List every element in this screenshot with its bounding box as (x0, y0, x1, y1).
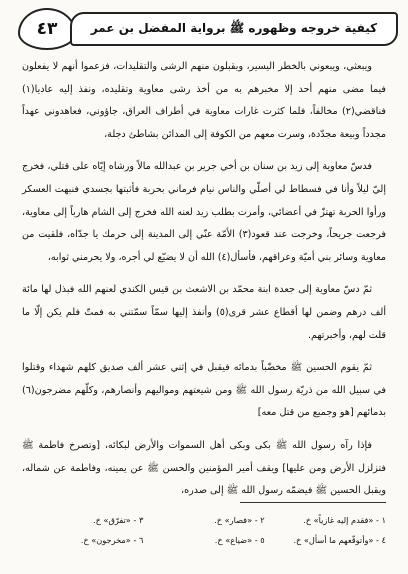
paragraph: ثمّ دسّ معاوية إلى جعدة ابنة محمّد بن الاشعث بن قيس الكندي لعنهم الله فبذل لها مائة ألف درهم وضمن لها أقطاع عشر قرى(٥) وأنفذ إليها سمّاً سمّتني به فمتّ فلم يكن إلّا ما قلت لهم، وأخبرتهم. (22, 284, 386, 341)
paragraph: ثمّ يقوم الحسين ﷺ مخضّباً بدمائه فيقبل في إثني عشر ألف صديق كلهم شهداء وقتلوا في سبيل الله من ذريّة رسول الله ﷺ ومن شيعتهم ومواليهم وأنصارهم، وكلّهم مضرجون(٦) بدمائهم [هو وجميع من قتل معه] (22, 362, 386, 419)
running-title: كيفية خروجه وظهوره ﷺ برواية المفضل بن عمر (90, 20, 378, 35)
main-text (22, 56, 386, 513)
footnote: ١ - «فقدم إليه غازياً» خ. (303, 515, 386, 525)
paragraph: فدسّ معاوية إلى زيد بن سنان بن أخي جرير بن عبدالله مالاً ورشاه إيّاه على قتلي، فخرج إليّ ليلاً وأنا في فسطاط لي أصلّي والناس نيام فرماني بحربة فأثبتها بجسدي فنبهت العسكر ورأوا الحربة تهتزّ في أعضائي، وأمرت بطلب زيد لعنه الله فخرج إلى الشام هارباً إلى معاوية، فرجعت جريحاً، وخرجت عند قعود(٣) الأمّة عنّي إلى المدينة إلى حرمك يا جدّاه، فلقيت من معاوية وسائر بني أميّة وعراقهم، فأسأل(٤) الله أن لا يضيّع لي أجره، ولا يحرمني ثوابه، (22, 161, 386, 263)
page-header (10, 8, 398, 46)
footnote: ٤ - «وأتوقّعهم ما أسأل» خ. (293, 535, 386, 545)
paragraph: ويبعثي، ويبعوني بالخطر اليسير، ويقبلون منهم الرشى والتقليدات، فزعموا أنهم لا يفعلون فيما مضى منهم أحد إلا مخبرهم به من أخذ رشى معاوية وتقليده، ونفذ إليه عاديا(١) فناقضي(٢) مخالفاً، فلما كثرت غارات معاوية في أطراف العراق، جاؤوني، فعاهدوني عهداً مجدداً وبيعة مجدّدة، وسرت معهم من الكوفة إلى المدائن بشاطئ دجلة، (22, 61, 386, 140)
header-frame (70, 12, 398, 46)
footnote: ٦ - «مخرجون» خ. (80, 535, 144, 545)
footnote: ٥ - «ضياع» خ. (214, 535, 265, 545)
footnote: ٣ - «تفرّق» خ. (92, 515, 144, 525)
page-number: ٤٣ (18, 8, 76, 50)
footnote-separator (240, 502, 386, 503)
paragraph: فإذا رآه رسول الله ﷺ بكى وبكى أهل السموات والأرض لبكائه، [وتصرخ فاطمة ﷺ فتزلزل الأرض ومن عليها] ويقف أمير المؤمنين والحسن ﷺ عن يمينه، وفاطمة عن شماله، ويقبل الحسين ﷺ فيضمّه رسول الله ﷺ إلى صدره، (22, 439, 386, 497)
footnote: ٢ - «فصار» خ. (214, 515, 265, 525)
footnotes (22, 510, 386, 550)
